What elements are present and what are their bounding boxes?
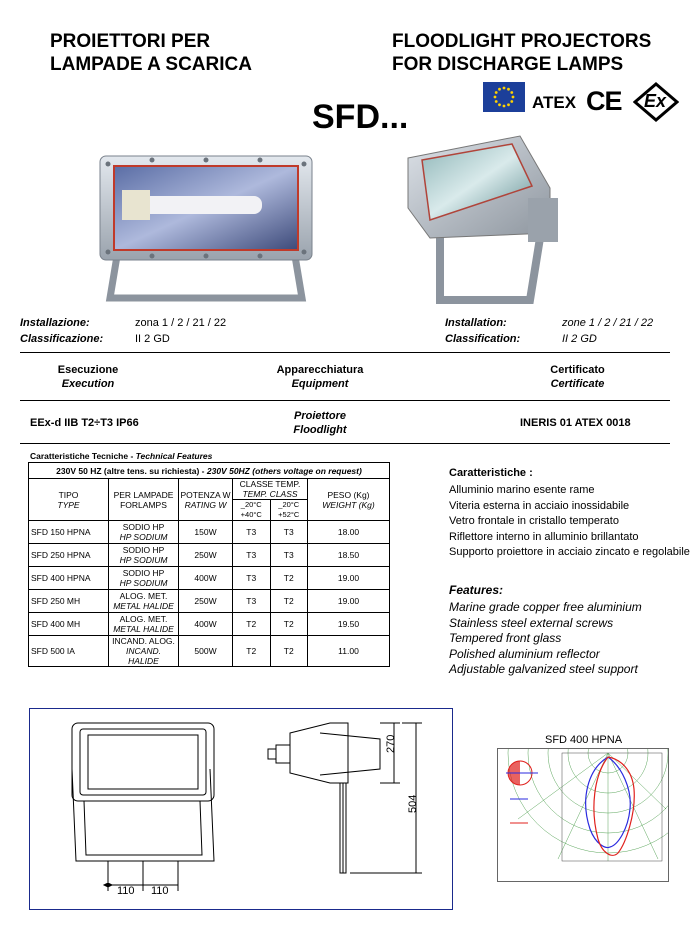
col-weight-en: WEIGHT (Kg) [322, 499, 375, 510]
col-type-it: TIPO [58, 489, 79, 500]
equipment-value-it: Proiettore [294, 410, 346, 422]
title-it-line1: PROIETTORI PER [50, 31, 211, 52]
cell-lamp-en: HP SODIUM [119, 578, 168, 588]
temp-range-1a: _20°C [240, 500, 262, 509]
class-label-en: Classification: [445, 333, 521, 345]
cell-temp2: T3 [270, 521, 308, 544]
cell-lamp-it: SODIO HP [122, 568, 165, 578]
title-english [392, 30, 651, 76]
table-caption-it: Caratteristiche Tecniche - [30, 451, 136, 461]
install-label-en: Installation: [445, 317, 507, 329]
feature-en-item: Tempered front glass [449, 631, 562, 645]
execution-en: Execution [61, 378, 115, 390]
dim-270: 270 [385, 734, 397, 753]
certificate-value: INERIS 01 ATEX 0018 [520, 417, 631, 429]
features-en-list [449, 600, 642, 678]
features-it-list [449, 483, 690, 561]
product-photo-side [400, 128, 572, 310]
col-type-en: TYPE [57, 499, 80, 510]
cell-lamp-en: METAL HALIDE [113, 601, 174, 611]
class-value-it: II 2 GD [135, 333, 170, 345]
col-temp-it: CLASSE TEMP. [239, 479, 301, 489]
cell-weight: 11.00 [308, 636, 390, 667]
table-row [29, 590, 390, 613]
col-temp-en: TEMP. CLASS [242, 489, 298, 499]
title-en-line2: FOR DISCHARGE LAMPS [392, 54, 624, 75]
install-label-it: Installazione: [20, 317, 90, 329]
col-power-it: POTENZA W [180, 489, 231, 500]
col-lamp-it: PER LAMPADE [113, 489, 174, 500]
col-weight [308, 479, 390, 521]
cell-temp2: T2 [270, 567, 308, 590]
ex-mark-text: Ex [644, 91, 667, 111]
spec-table [28, 462, 390, 667]
cell-lamp-en: METAL HALIDE [113, 624, 174, 634]
cell-lamp [109, 636, 179, 667]
table-caption-en: Technical Features [135, 451, 213, 461]
feature-it-item: Riflettore interno in alluminio brillantato [449, 530, 639, 543]
table-row [29, 567, 390, 590]
divider-3 [20, 443, 670, 444]
feature-en-item: Marine grade copper free aluminium [449, 600, 642, 614]
col-lamp-en: FORLAMPS [120, 499, 167, 510]
features-it-title: Caratteristiche : [449, 467, 533, 479]
table-caption [30, 451, 212, 461]
title-en-line1: FLOODLIGHT PROJECTORS [392, 31, 652, 52]
execution-value: EEx-d IIB T2÷T3 IP66 [30, 417, 139, 429]
cell-temp1: T3 [233, 521, 271, 544]
cell-lamp [109, 613, 179, 636]
cell-type: SFD 500 IA [29, 636, 109, 667]
class-label-it: Classificazione: [20, 333, 104, 345]
cell-lamp-it: SODIO HP [122, 545, 165, 555]
install-value-en: zone 1 / 2 / 21 / 22 [562, 317, 654, 329]
cell-temp1: T2 [233, 636, 271, 667]
execution-it: Esecuzione [57, 364, 119, 376]
certificate-it: Certificato [550, 364, 605, 376]
cell-lamp-it: ALOG. MET. [119, 614, 168, 624]
cell-lamp-en: INCAND. HALIDE [126, 646, 161, 666]
equipment-header [255, 363, 385, 391]
cell-lamp-en: HP SODIUM [119, 555, 168, 565]
title-italian [50, 30, 252, 76]
feature-it-item: Viteria esterna in acciaio inossidabile [449, 499, 630, 512]
dim-110-right: 110 [151, 885, 169, 897]
eu-flag-icon [483, 82, 525, 112]
col-lamp [109, 479, 179, 521]
cell-lamp [109, 590, 179, 613]
cell-temp2: T2 [270, 613, 308, 636]
table-row [29, 521, 390, 544]
table-row [29, 636, 390, 667]
divider-1 [20, 352, 670, 353]
technical-drawing [29, 708, 453, 910]
photometric-title: SFD 400 HPNA [545, 734, 623, 746]
cell-weight: 19.00 [308, 567, 390, 590]
cell-type: SFD 400 HPNA [29, 567, 109, 590]
certificate-en: Certificate [550, 378, 605, 390]
cell-power: 150W [179, 521, 233, 544]
model-name: SFD... [312, 98, 409, 136]
table-row [29, 613, 390, 636]
col-type [29, 479, 109, 521]
cell-weight: 18.50 [308, 544, 390, 567]
col-power-en: RATING W [184, 499, 227, 510]
cell-weight: 18.00 [308, 521, 390, 544]
feature-en-item: Adjustable galvanized steel support [449, 662, 638, 676]
atex-label: ATEX [532, 93, 577, 112]
cell-lamp-it: INCAND. ALOG. [112, 636, 175, 646]
feature-it-item: Vetro frontale in cristallo temperato [449, 515, 619, 527]
cell-type: SFD 250 MH [29, 590, 109, 613]
feature-it-item: Alluminio marino esente rame [449, 484, 595, 496]
equipment-value [255, 409, 385, 437]
cell-type: SFD 250 HPNA [29, 544, 109, 567]
cell-temp1: T2 [233, 613, 271, 636]
temp-range-1 [233, 500, 271, 520]
equipment-en: Equipment [291, 378, 349, 390]
voltage-it: 230V 50 HZ (altre tens. su richiesta) - [56, 465, 207, 476]
title-it-line2: LAMPADE A SCARICA [50, 54, 252, 75]
table-voltage-row [29, 463, 390, 479]
features-en-title: Features: [449, 583, 504, 597]
equipment-it: Apparecchiatura [276, 364, 364, 376]
cell-lamp-it: ALOG. MET. [119, 591, 168, 601]
temp-range-2 [271, 500, 308, 520]
cell-power: 400W [179, 613, 233, 636]
ce-mark: CE [586, 86, 622, 116]
cell-temp1: T3 [233, 567, 271, 590]
cell-power: 500W [179, 636, 233, 667]
temp-range-2b: +52°C [278, 510, 300, 519]
divider-2 [20, 400, 670, 401]
cell-lamp [109, 521, 179, 544]
table-row [29, 544, 390, 567]
certificate-header [520, 363, 635, 391]
table-header-row [29, 479, 390, 521]
cell-type: SFD 150 HPNA [29, 521, 109, 544]
cell-weight: 19.50 [308, 613, 390, 636]
cell-weight: 19.00 [308, 590, 390, 613]
photometric-svg [498, 749, 668, 881]
cell-temp2: T3 [270, 544, 308, 567]
cell-power: 250W [179, 544, 233, 567]
feature-en-item: Stainless steel external screws [449, 615, 614, 630]
cell-lamp-en: HP SODIUM [119, 532, 168, 542]
cell-lamp-it: SODIO HP [122, 522, 165, 532]
class-value-en: II 2 GD [562, 333, 597, 345]
feature-en-item: Polished aluminium reflector [449, 646, 600, 661]
feature-it-item: Supporto proiettore in acciaio zincato e regolabile [449, 546, 690, 558]
cell-lamp [109, 544, 179, 567]
dim-110-left: 110 [117, 885, 135, 897]
col-temp-class [233, 479, 308, 521]
product-photo-front [92, 148, 320, 310]
ex-mark-icon [633, 82, 679, 122]
col-weight-it: PESO (Kg) [327, 489, 370, 500]
temp-range-1b: +40°C [240, 510, 262, 519]
cell-temp1: T3 [233, 544, 271, 567]
cell-power: 250W [179, 590, 233, 613]
voltage-en: 230V 50HZ (others voltage on request) [206, 465, 362, 476]
cell-temp2: T2 [270, 590, 308, 613]
photometric-chart [497, 748, 669, 882]
dim-504: 504 [407, 794, 419, 813]
cell-type: SFD 400 MH [29, 613, 109, 636]
cell-temp1: T3 [233, 590, 271, 613]
execution-header [28, 363, 148, 391]
cell-lamp [109, 567, 179, 590]
col-power [179, 479, 233, 521]
temp-range-2a: _20°C [278, 500, 300, 509]
install-value-it: zona 1 / 2 / 21 / 22 [135, 317, 227, 329]
cell-power: 400W [179, 567, 233, 590]
equipment-value-en: Floodlight [293, 424, 347, 436]
cell-temp2: T2 [270, 636, 308, 667]
